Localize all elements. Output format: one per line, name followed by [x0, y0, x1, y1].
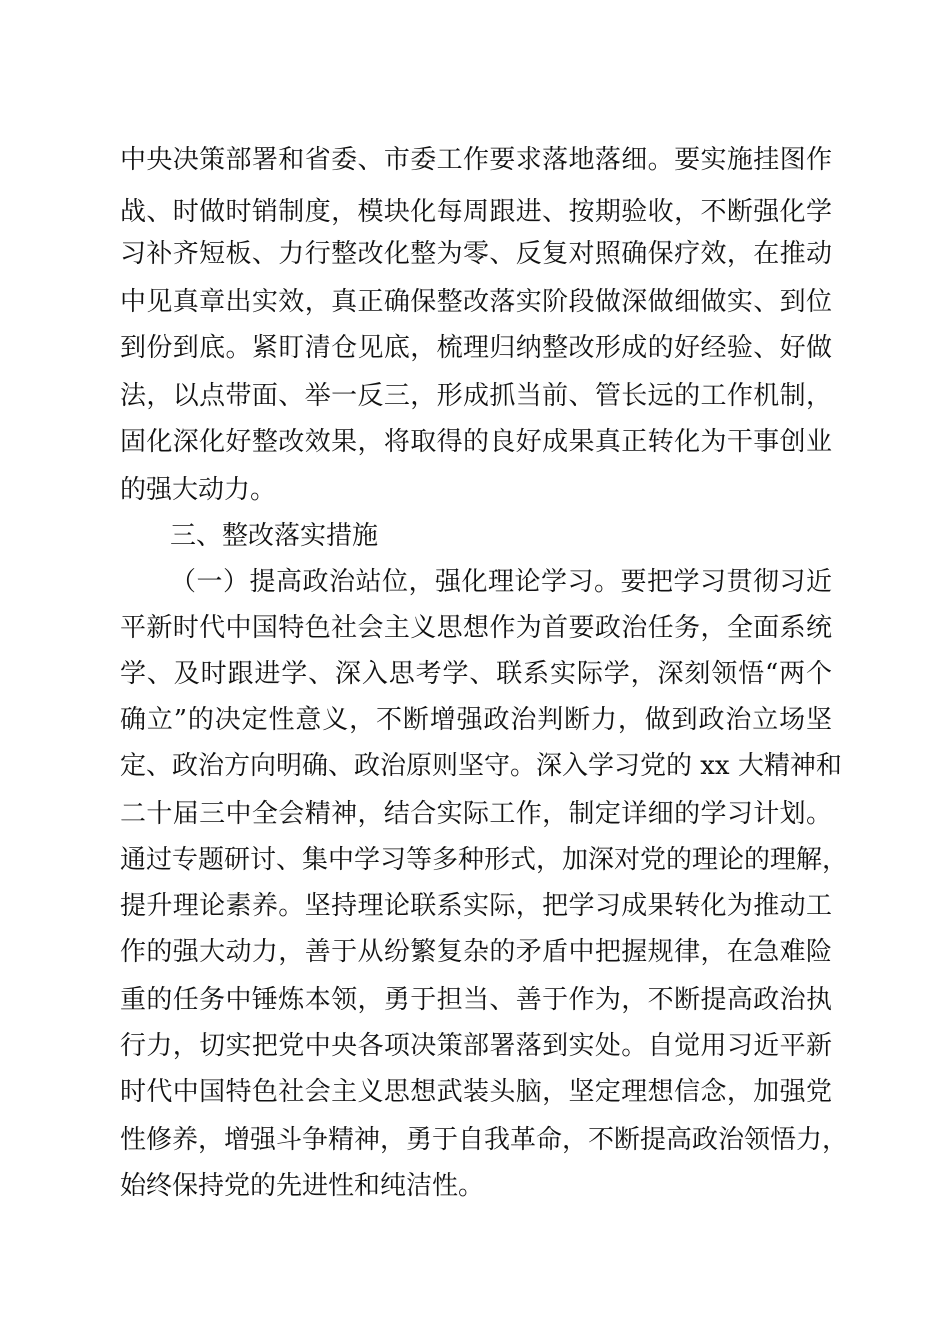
- paragraph-line: 固化深化好整改效果，将取得的良好成果真正转化为干事创业: [120, 427, 832, 457]
- paragraph-line: 时代中国特色社会主义思想武装头脑，坚定理想信念，加强党: [120, 1077, 832, 1107]
- paragraph-line: 习补齐短板、力行整改化整为零、反复对照确保疗效，在推动: [120, 239, 832, 269]
- paragraph-line: 确立”的决定性意义，不断增强政治判断力，做到政治立场坚: [120, 705, 832, 735]
- paragraph-line: 的强大动力。: [120, 475, 277, 505]
- paragraph-line: 中见真章出实效，真正确保整改落实阶段做深做细做实、到位: [120, 287, 832, 317]
- paragraph-line: 战、时做时销制度，模块化每周跟进、按期验收，不断强化学: [120, 197, 832, 227]
- paragraph-line: 提升理论素养。坚持理论联系实际，把学习成果转化为推动工: [120, 891, 832, 921]
- paragraph-line: 二十届三中全会精神，结合实际工作，制定详细的学习计划。: [120, 799, 832, 829]
- paragraph-line: 性修养，增强斗争精神，勇于自我革命，不断提高政治领悟力，: [120, 1125, 849, 1155]
- paragraph-line: 中央决策部署和省委、市委工作要求落地落细。要实施挂图作: [120, 145, 832, 175]
- paragraph-line: 重的任务中锤炼本领，勇于担当、善于作为，不断提高政治执: [120, 985, 832, 1015]
- subsection-first-line-rest: 要把学习贯彻习近: [620, 567, 832, 597]
- paragraph-line: 作的强大动力，善于从纷繁复杂的矛盾中把握规律，在急难险: [120, 937, 832, 967]
- paragraph-line: 通过专题研讨、集中学习等多种形式，加深对党的理论的理解，: [120, 845, 849, 875]
- paragraph-line: 行力，切实把党中央各项决策部署落到实处。自觉用习近平新: [120, 1031, 832, 1061]
- paragraph-line: 始终保持党的先进性和纯洁性。: [120, 1171, 485, 1201]
- paragraph-line: 法，以点带面、举一反三，形成抓当前、管长远的工作机制，: [120, 381, 832, 411]
- subsection-first-line: [170, 560, 832, 604]
- paragraph-line: 到份到底。紧盯清仓见底，梳理归纳整改形成的好经验、好做: [120, 333, 832, 363]
- paragraph-line: 平新时代中国特色社会主义思想作为首要政治任务，全面系统: [120, 613, 832, 643]
- paragraph-line: 定、政治方向明确、政治原则坚守。深入学习党的 xx 大精神和: [120, 751, 842, 781]
- section-heading: 三、整改落实措施: [170, 521, 379, 551]
- paragraph-line: 学、及时跟进学、深入思考学、联系实际学，深刻领悟“两个: [120, 659, 832, 689]
- subsection-title: （一）提高政治站位，强化理论学习。: [170, 567, 621, 597]
